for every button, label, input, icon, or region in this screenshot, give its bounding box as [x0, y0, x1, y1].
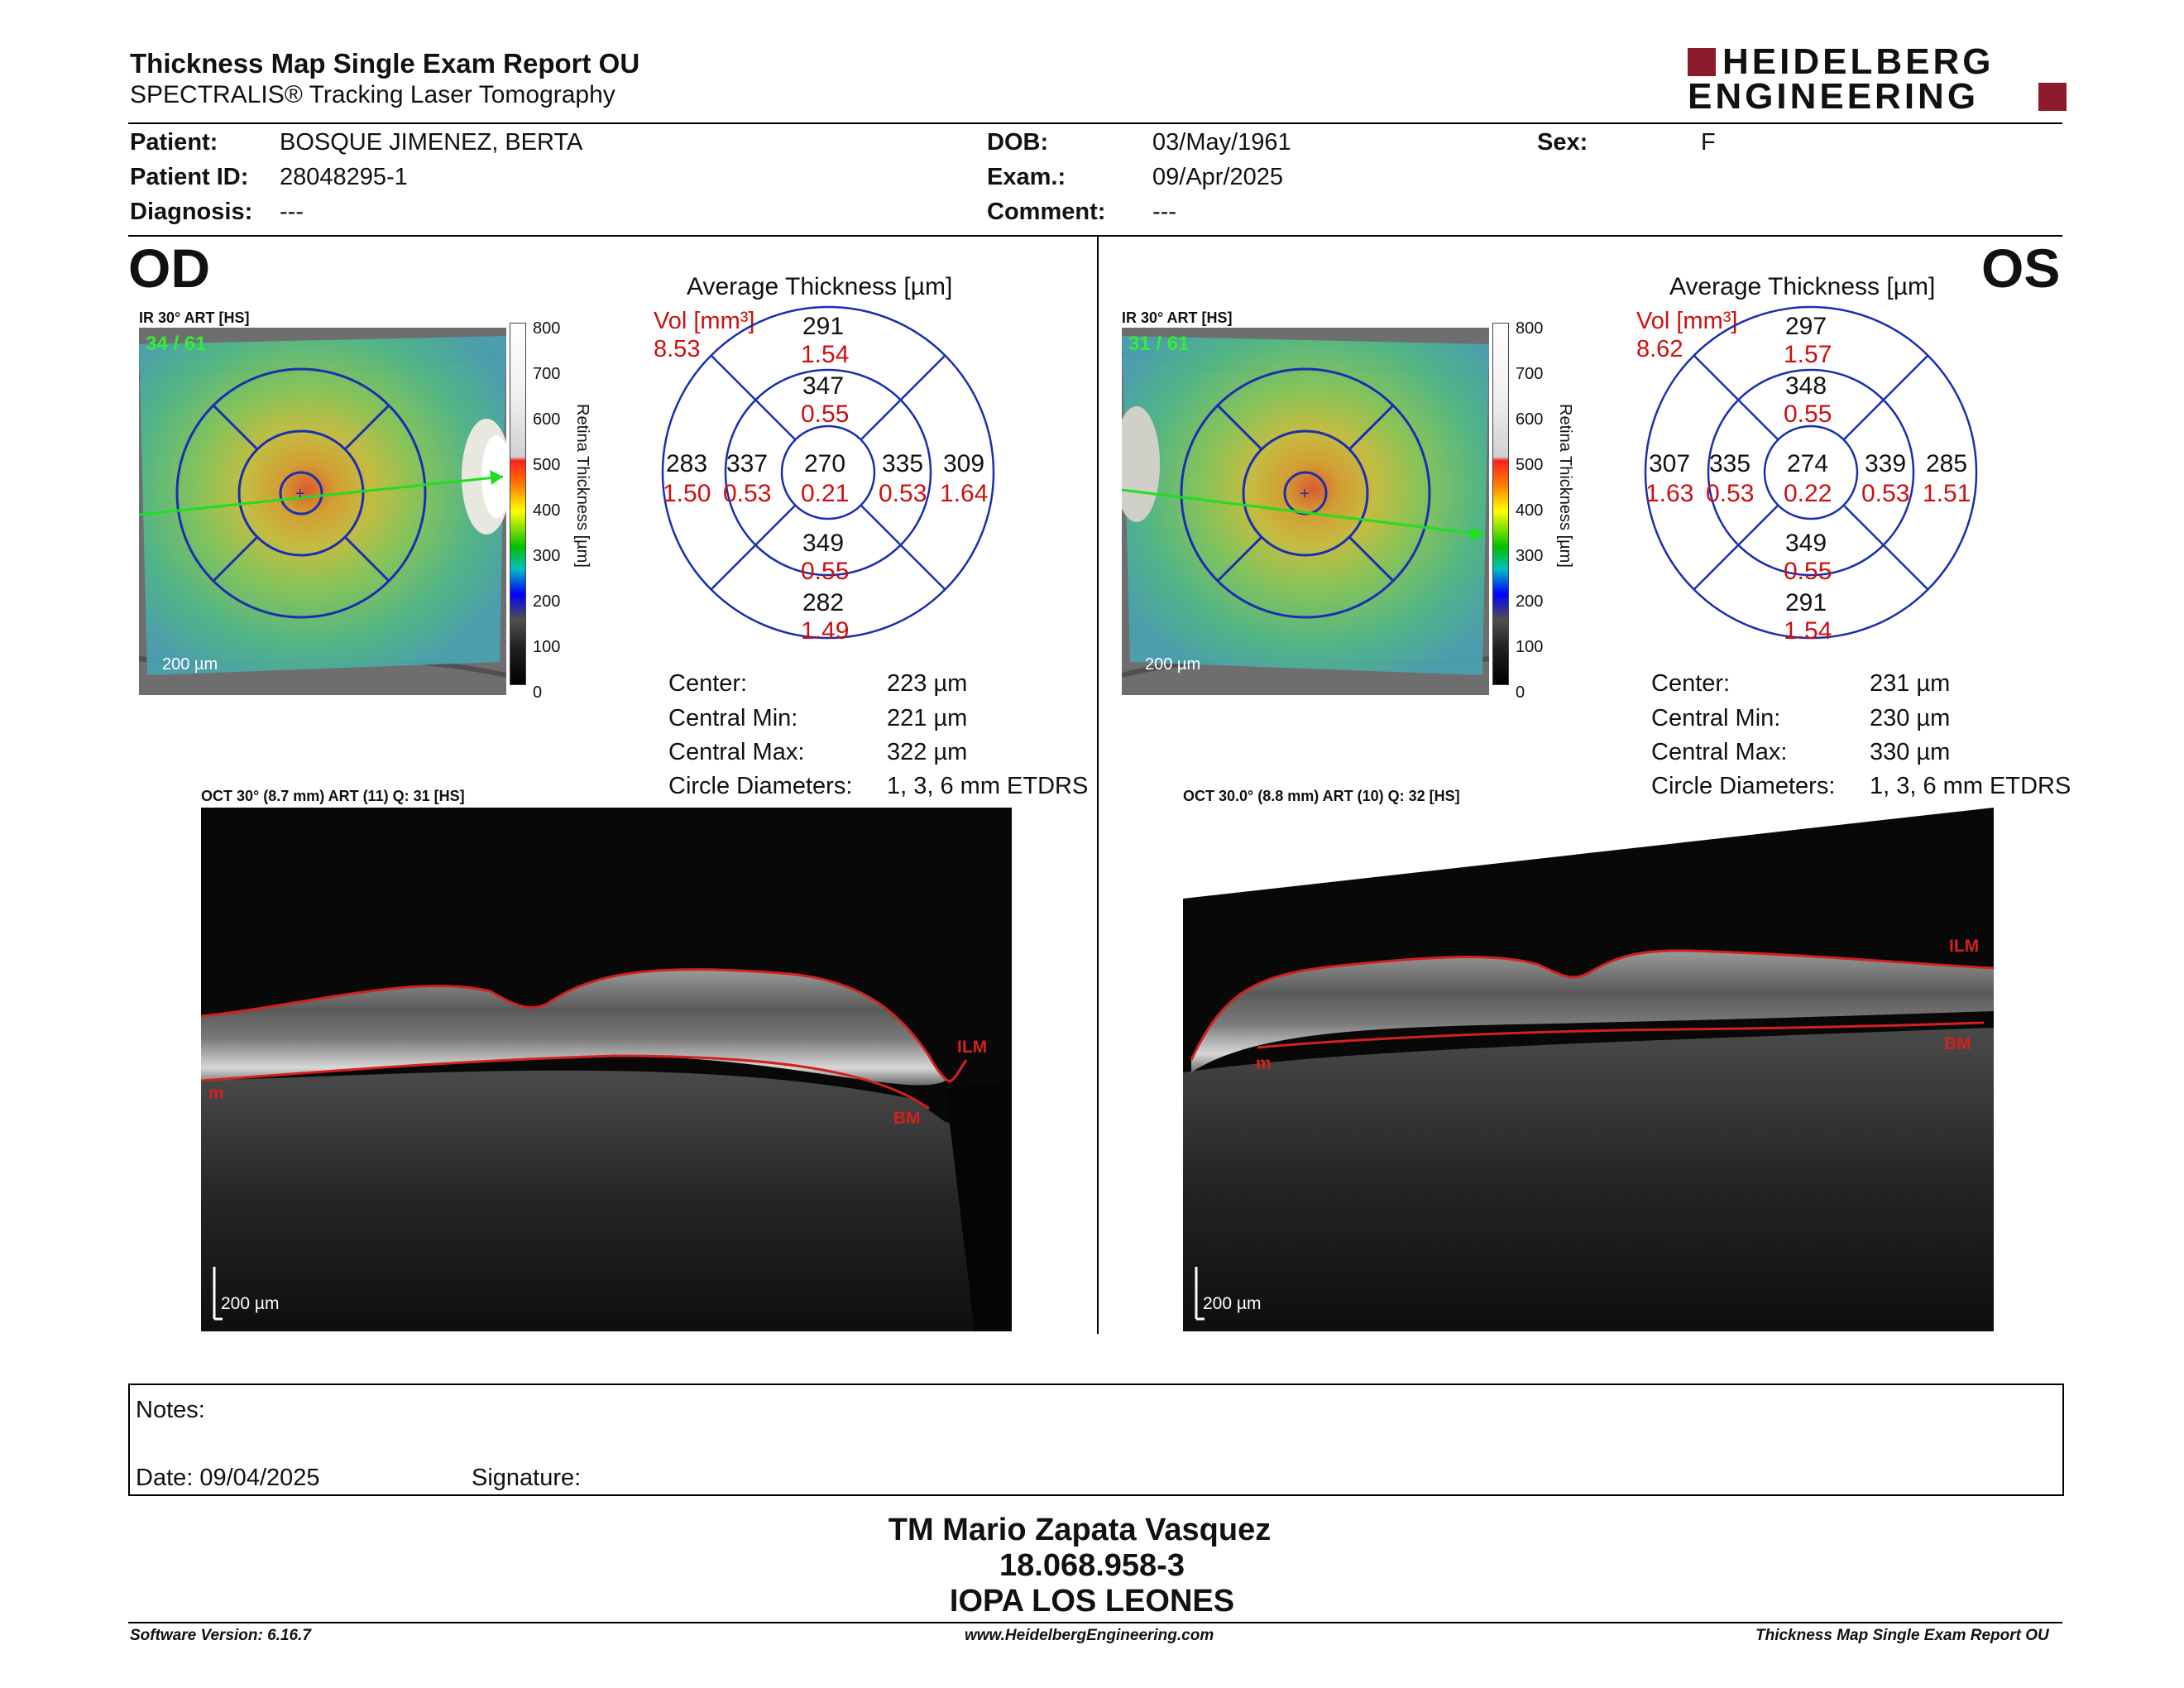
os-outer-inf-thick: 291: [1785, 589, 1827, 616]
od-inner-inf-thick: 349: [802, 530, 845, 557]
dob-label: DOB:: [987, 129, 1049, 156]
os-ir-count: 31 / 61: [1128, 333, 1190, 355]
od-ir-thickness-map: [139, 328, 506, 695]
os-tick: 300: [1516, 547, 1544, 565]
os-ir-label: IR 30° ART [HS]: [1122, 309, 1233, 326]
os-tick: 400: [1516, 501, 1544, 520]
od-center-cross: +: [295, 485, 305, 503]
os-oct-scale-text: 200 µm: [1203, 1294, 1262, 1313]
od-stat-diam-label: Circle Diameters:: [668, 773, 853, 799]
notes-signature: Signature:: [472, 1465, 582, 1491]
od-center-thick: 270: [804, 450, 846, 477]
header-rule: [128, 122, 2062, 124]
os-m-label: m: [1256, 1054, 1272, 1073]
info-rule: [128, 235, 2062, 237]
os-tick: 800: [1516, 319, 1544, 338]
website-link[interactable]: www.HeidelbergEngineering.com: [965, 1627, 1214, 1644]
od-inner-temp-vol: 0.53: [723, 480, 772, 507]
od-stat-max-label: Central Max:: [668, 739, 805, 765]
os-stat-diam-label: Circle Diameters:: [1651, 773, 1836, 799]
patient-label: Patient:: [130, 129, 218, 156]
od-outer-temp-thick: 283: [666, 450, 708, 477]
os-outer-nas-vol: 1.51: [1923, 480, 1971, 507]
os-center-vol: 0.22: [1784, 480, 1832, 507]
os-tick: 0: [1516, 683, 1525, 702]
os-outer-sup-vol: 1.57: [1784, 341, 1832, 368]
od-tick: 600: [533, 410, 561, 429]
od-center-vol: 0.21: [801, 480, 850, 507]
od-inner-temp-thick: 337: [726, 450, 769, 477]
od-oct-scale-text: 200 µm: [221, 1294, 280, 1313]
os-outer-temp-vol: 1.63: [1645, 480, 1694, 507]
logo-line1: HEIDELBERG: [1722, 41, 1995, 82]
od-avg-title: Average Thickness [µm]: [687, 273, 953, 300]
os-ir-thickness-map: [1122, 328, 1489, 695]
diagnosis-label: Diagnosis:: [130, 199, 253, 225]
operator-org: IOPA LOS LEONES: [949, 1584, 1235, 1618]
od-ir-label: IR 30° ART [HS]: [139, 309, 250, 326]
notes-label: Notes:: [136, 1397, 205, 1423]
os-stat-max-value: 330 µm: [1870, 739, 1951, 765]
od-tick: 0: [533, 683, 543, 702]
os-center-cross: +: [1300, 485, 1310, 503]
comment-label: Comment:: [987, 199, 1106, 225]
os-outer-temp-thick: 307: [1649, 450, 1691, 477]
os-stat-min-label: Central Min:: [1651, 705, 1781, 731]
comment-value: ---: [1152, 199, 1176, 225]
os-outer-sup-thick: 297: [1785, 313, 1827, 340]
sex-label: Sex:: [1537, 129, 1588, 156]
os-outer-nas-thick: 285: [1926, 450, 1968, 477]
os-inner-sup-vol: 0.55: [1784, 400, 1832, 428]
od-oct-choroid: [201, 1071, 1012, 1331]
os-inner-temp-thick: 335: [1709, 450, 1751, 477]
os-heatmap: [1122, 336, 1489, 675]
od-heatmap: [139, 336, 506, 675]
od-outer-nas-vol: 1.64: [940, 480, 989, 507]
footer-rule: [128, 1622, 2062, 1623]
os-stat-min-value: 230 µm: [1870, 705, 1951, 731]
os-eye-label: OS: [1981, 237, 2061, 299]
notes-date: Date: 09/04/2025: [136, 1465, 320, 1491]
od-tick: 500: [533, 456, 561, 474]
od-colorbar-label: Retina Thickness [µm]: [573, 404, 592, 568]
os-stat-max-label: Central Max:: [1651, 739, 1788, 765]
os-oct-bscan: [1183, 808, 1994, 1331]
operator-rut: 18.068.958-3: [999, 1548, 1185, 1583]
od-stat-center-value: 223 µm: [887, 670, 968, 697]
os-colorbar-ticks: [1516, 306, 1557, 702]
os-inner-inf-vol: 0.55: [1784, 558, 1832, 585]
od-tick: 100: [533, 638, 561, 656]
os-outer-inf-vol: 1.54: [1784, 617, 1832, 645]
od-vol-total: 8.53: [654, 336, 701, 362]
od-colorbar: [510, 323, 526, 685]
patient-name: BOSQUE JIMENEZ, BERTA: [280, 129, 583, 156]
os-tick: 700: [1516, 365, 1544, 383]
report-subtitle: SPECTRALIS® Tracking Laser Tomography: [130, 81, 615, 108]
os-tick: 600: [1516, 410, 1544, 429]
os-stat-diam-value: 1, 3, 6 mm ETDRS: [1870, 773, 2071, 799]
od-outer-sup-vol: 1.54: [801, 341, 850, 368]
od-eye-label: OD: [128, 237, 210, 299]
od-inner-sup-vol: 0.55: [801, 400, 850, 428]
od-stat-max-value: 322 µm: [887, 739, 968, 765]
od-oct-label: OCT 30° (8.7 mm) ART (11) Q: 31 [HS]: [201, 788, 465, 804]
od-colorbar-ticks: [533, 306, 574, 702]
od-inner-nas-thick: 335: [882, 450, 924, 477]
report-title: Thickness Map Single Exam Report OU: [130, 48, 640, 79]
os-tick: 100: [1516, 638, 1544, 656]
os-ir-scale: 200 µm: [1145, 655, 1201, 674]
od-vol-label: Vol [mm³]: [654, 308, 755, 334]
exam-value: 09/Apr/2025: [1152, 164, 1284, 190]
od-ir-scale: 200 µm: [162, 655, 218, 674]
exam-label: Exam.:: [987, 164, 1066, 190]
os-stat-center-label: Center:: [1651, 670, 1731, 697]
diagnosis-value: ---: [280, 199, 304, 225]
os-tick: 200: [1516, 592, 1544, 611]
od-outer-inf-vol: 1.49: [801, 617, 850, 645]
od-stat-min-value: 221 µm: [887, 705, 968, 731]
logo-square-top: [1688, 48, 1716, 76]
od-tick: 400: [533, 501, 561, 520]
operator-name: TM Mario Zapata Vasquez: [888, 1513, 1272, 1547]
od-m-label: m: [208, 1084, 224, 1103]
os-inner-temp-vol: 0.53: [1706, 480, 1755, 507]
logo-square-bottom: [2038, 83, 2067, 111]
center-divider: [1097, 237, 1099, 1334]
od-bm-label: BM: [893, 1109, 921, 1128]
od-tick: 200: [533, 592, 561, 611]
od-oct-bscan: [201, 808, 1012, 1331]
os-colorbar: [1492, 323, 1509, 685]
od-outer-inf-thick: 282: [802, 589, 845, 616]
patient-id-label: Patient ID:: [130, 164, 249, 190]
od-inner-nas-vol: 0.53: [879, 480, 927, 507]
od-outer-temp-vol: 1.50: [663, 480, 711, 507]
od-outer-sup-thick: 291: [802, 313, 845, 340]
od-outer-nas-thick: 309: [943, 450, 985, 477]
sex-value: F: [1701, 129, 1716, 156]
od-tick: 800: [533, 319, 561, 338]
os-bm-label: BM: [1944, 1034, 1971, 1053]
os-avg-title: Average Thickness [µm]: [1669, 273, 1936, 300]
signature-block: [0, 1513, 2184, 1619]
heidelberg-logo: [1688, 41, 2068, 117]
od-tick: 700: [533, 365, 561, 383]
od-stat-min-label: Central Min:: [668, 705, 798, 731]
software-version: Software Version: 6.16.7: [130, 1627, 311, 1644]
os-tick: 500: [1516, 456, 1544, 474]
notes-box[interactable]: [128, 1383, 2064, 1496]
footer-report-name: Thickness Map Single Exam Report OU: [1755, 1627, 2049, 1644]
os-oct-choroid: [1183, 1028, 1994, 1331]
od-inner-inf-vol: 0.55: [801, 558, 850, 585]
os-inner-nas-vol: 0.53: [1861, 480, 1910, 507]
os-stat-center-value: 231 µm: [1870, 670, 1951, 697]
os-inner-inf-thick: 349: [1785, 530, 1827, 557]
os-ilm-label: ILM: [1949, 937, 1980, 956]
os-vol-label: Vol [mm³]: [1636, 308, 1738, 334]
od-inner-sup-thick: 347: [802, 372, 845, 400]
patient-id: 28048295-1: [280, 164, 408, 190]
os-colorbar-label: Retina Thickness [µm]: [1556, 404, 1574, 568]
os-inner-sup-thick: 348: [1785, 372, 1827, 400]
dob-value: 03/May/1961: [1152, 129, 1291, 156]
od-ir-count: 34 / 61: [146, 333, 207, 355]
os-vol-total: 8.62: [1636, 336, 1684, 362]
logo-line2: ENGINEERING: [1688, 76, 1980, 117]
os-center-thick: 274: [1787, 450, 1829, 477]
od-stat-diam-value: 1, 3, 6 mm ETDRS: [887, 773, 1089, 799]
os-inner-nas-thick: 339: [1865, 450, 1907, 477]
os-oct-label: OCT 30.0° (8.8 mm) ART (10) Q: 32 [HS]: [1183, 788, 1460, 804]
od-ilm-label: ILM: [957, 1038, 988, 1057]
od-tick: 300: [533, 547, 561, 565]
od-stat-center-label: Center:: [668, 670, 748, 697]
